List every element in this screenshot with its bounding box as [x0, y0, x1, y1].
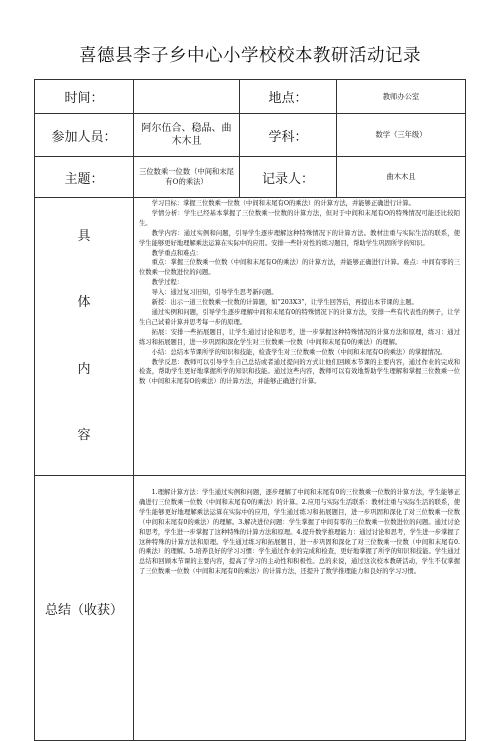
row-topic-recorder: [35, 157, 466, 198]
row-time-place: [35, 80, 466, 114]
participants-label: 参加人员：: [35, 114, 134, 157]
topic-label: 主题：: [35, 157, 134, 198]
content-paragraph: 新授：出示一道三位数乘一位数的计算题，如“203X3”，让学生回答后，再提出本节课的主题。: [151, 299, 418, 307]
recorder-label: 记录人：: [240, 157, 337, 198]
content-paragraph: 拓展：安排一些拓展题目，让学生通过讨论和思考，进一步掌握这种特殊情况的计算方法和原理，练习：通过练习和拓展题目，进一步巩固和深化学生对三位数乘一位数（中间和末尾有0的乘法）的理解。: [139, 328, 460, 346]
time-value: [134, 80, 240, 114]
place-label: 地点：: [240, 80, 337, 114]
content-paragraph: 通过实例和问题，引导学生逐步理解中间和末尾有0的特殊情况下的计算方法，安排一些有代表性的例子，让学生自己试着计算并思考每一步的原理。: [139, 308, 460, 326]
content-paragraph: 重点：掌握三位数乘一位数（中间和末尾有O的乘法）的计算方法，并能够正确进行计算。难点：中间有零的三位数乘一位数进位的问题。: [139, 259, 460, 277]
row-summary: [35, 476, 466, 741]
content-paragraph: 导入：通过复习旧知，引导学生思考新问题。: [151, 289, 278, 297]
content-paragraph: 小结：总结本节课所学的知识和技能，检查学生对三位数乘一位数（中间和末尾有O的乘法）的掌握情况。: [151, 348, 447, 356]
row-participants-subject: [35, 114, 466, 157]
place-value: 教师办公室: [337, 80, 466, 114]
content-paragraph: 学习目标：掌握三位数乘一位数（中间和末尾有O的乘法）的计算方法，并能够正确进行计算。: [151, 200, 415, 207]
content-label-char: 体: [77, 295, 91, 310]
row-content: [35, 198, 466, 476]
summary-body: [134, 476, 466, 741]
subject-value: 数学（三年级）: [337, 114, 466, 157]
time-label: 时间：: [35, 80, 134, 114]
subject-label: 学科：: [240, 114, 337, 157]
content-label-char: 内: [77, 362, 91, 377]
topic-value: 三位数乘一位数（中间和末尾有O的乘法）: [134, 157, 240, 198]
record-table: [34, 79, 466, 741]
participants-value: 阿尔伍合、稳晶、曲木木且: [134, 114, 240, 157]
page-title: 喜德县李子乡中心小学校校本教研活动记录: [79, 46, 421, 66]
content-body: [134, 198, 466, 476]
content-label-char: 容: [77, 428, 91, 443]
summary-text: 1.理解计算方法：学生通过实例和问题，逐步理解了中间和末尾有0的三位数乘一位数的计算方法，学生能够正确进行三位数乘一位数（中间和末尾有0的乘法）的计算。2.应用与实际生活联系：教材注重与实际生活的联系，使学生能够更好地理解乘法运算在实际中的应用，学生通过练习和拓展题目，进一步巩固和深化了对三位数乘一位数（中间和末尾有0的乘法）的理解。3.解决进位问题：学生掌握了中间有零的三位数乘一位数进位的问题。通过讨论和思考，学生进一步掌握了这种特殊的计算方法和原理。4.提升数学推理能力：通过讨论和思考，学生进一步掌握了这种特殊的计算方法和原理。学生通过练习和拓展题目，进一步巩固和深化了对三位数乘一位数（中间和末尾有0. 的乘法）的理解。5.培养良好的学习习惯：学生通过作业的完成和检查，更好地掌握了所学的知识和技能。学生通过总结和回顾本节课的主要内容，提高了学习的主动性和积极性。总的来说，通过这次校本教研活动，学生不仅掌握了三位数乘一位数（中间和末尾有0的乘法）的计算方法，还提升了数学推理能力和良好的学习习惯。: [139, 489, 460, 576]
content-paragraph: 教学内容：通过实例和问题，引导学生逐步理解这种特殊情况下的计算方法。教材注重与实际生活的联系，使学生能够更好地理解乘法运算在实际中的应用。安排一些针对性的练习题目，帮助学生巩固所学的知识。: [139, 229, 460, 247]
content-paragraph: 教学反思：教师可以引导学生自己总结或者通过提问的方式让他们回顾本节课的主要内容，通过作业的完成和检查，帮助学生更好地掌握所学的知识和技能。通过这些内容，教师可以有效地帮助学生理解和掌握三位数乘一位数（中间和末尾有O的乘法）的计算方法，并能够正确进行计算。: [139, 358, 460, 386]
recorder-value: 曲木木且: [337, 157, 466, 198]
content-paragraph: 教学重点和难点：: [151, 249, 202, 257]
content-paragraph: 学情分析：学生已经基本掌握了三位数乘一位数的计算方法，但对于中间和末尾有O的特殊情况可能还比较陌生。: [139, 209, 460, 227]
summary-label: 总结（收获）: [35, 476, 134, 741]
content-label-char: 具: [77, 229, 91, 244]
content-paragraph: 教学过程：: [151, 279, 184, 287]
content-label: [35, 198, 134, 476]
